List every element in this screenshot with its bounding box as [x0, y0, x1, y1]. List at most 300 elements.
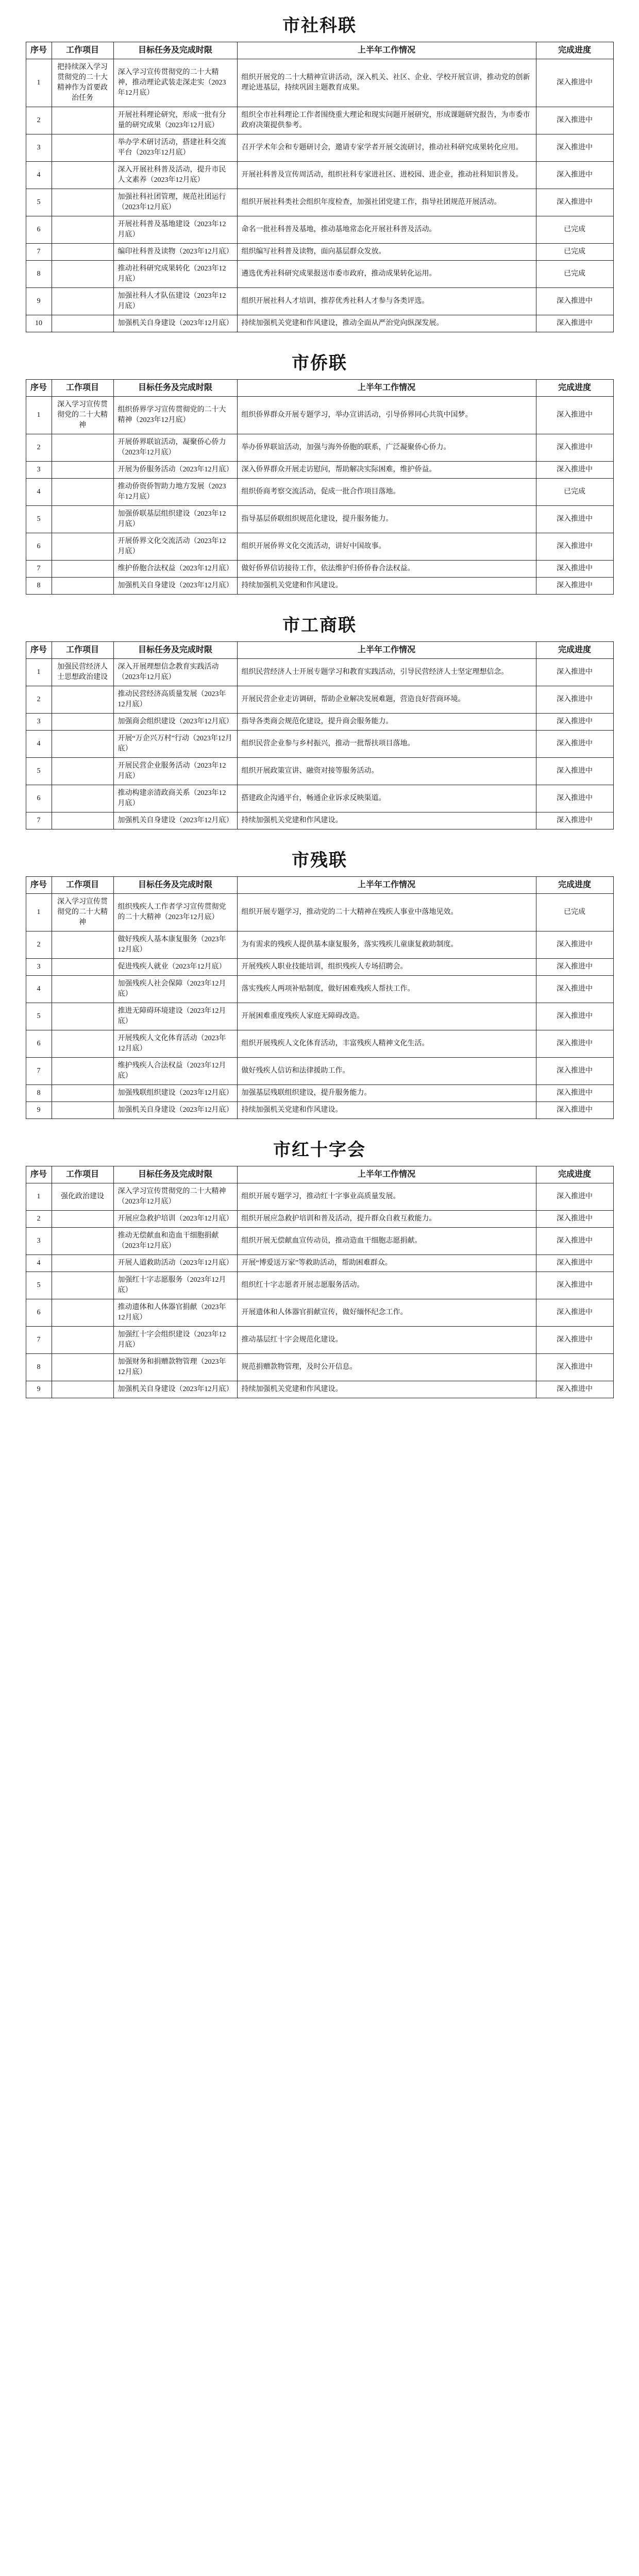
row-work: 开展困难重度残疾人家庭无障碍改造。 — [237, 1003, 536, 1030]
header-index: 序号 — [26, 380, 52, 397]
table-row — [26, 244, 613, 261]
table-row — [26, 1102, 613, 1119]
row-progress: 深入推进中 — [536, 931, 613, 959]
row-index: 4 — [26, 479, 52, 506]
header-progress: 完成进度 — [536, 642, 613, 659]
work-table — [26, 42, 614, 332]
section-4 — [0, 1128, 639, 1398]
row-project — [52, 931, 113, 959]
row-goal: 加强财务和捐赠款物管理（2023年12月底） — [113, 1354, 237, 1381]
table-row — [26, 479, 613, 506]
row-work: 做好侨界信访接待工作，依法维护归侨侨眷合法权益。 — [237, 561, 536, 578]
row-goal: 加强侨联基层组织建设（2023年12月底） — [113, 506, 237, 533]
row-project — [52, 578, 113, 595]
row-index: 5 — [26, 1272, 52, 1299]
header-goal: 目标任务及完成时限 — [113, 380, 237, 397]
row-index: 8 — [26, 261, 52, 288]
row-work: 组织开展残疾人文化体育活动，丰富残疾人精神文化生活。 — [237, 1030, 536, 1058]
row-project: 强化政治建设 — [52, 1183, 113, 1211]
section-3 — [0, 839, 639, 1119]
row-index: 7 — [26, 244, 52, 261]
row-progress: 深入推进中 — [536, 107, 613, 134]
row-progress: 深入推进中 — [536, 434, 613, 462]
row-index: 4 — [26, 1255, 52, 1272]
row-index: 10 — [26, 315, 52, 332]
row-index: 5 — [26, 189, 52, 216]
row-goal: 加强社科社团管理，规范社团运行（2023年12月底） — [113, 189, 237, 216]
row-project — [52, 714, 113, 731]
row-project — [52, 533, 113, 561]
row-goal: 开展侨界联谊活动，凝聚侨心侨力（2023年12月底） — [113, 434, 237, 462]
row-progress: 深入推进中 — [536, 758, 613, 785]
row-project — [52, 1381, 113, 1398]
table-header-row — [26, 42, 613, 59]
row-work: 组织编写社科普及读物，面向基层群众发放。 — [237, 244, 536, 261]
row-progress: 深入推进中 — [536, 1299, 613, 1327]
row-index: 7 — [26, 1327, 52, 1354]
row-progress: 深入推进中 — [536, 578, 613, 595]
row-goal: 加强机关自身建设（2023年12月底） — [113, 812, 237, 829]
row-index: 3 — [26, 134, 52, 162]
row-project: 深入学习宣传贯彻党的二十大精神 — [52, 397, 113, 434]
row-work: 组织开展政策宣讲、融资对接等服务活动。 — [237, 758, 536, 785]
row-work: 做好残疾人信访和法律援助工作。 — [237, 1058, 536, 1085]
row-project — [52, 561, 113, 578]
header-work: 上半年工作情况 — [237, 42, 536, 59]
table-row — [26, 533, 613, 561]
header-project: 工作项目 — [52, 42, 113, 59]
row-work: 组织开展党的二十大精神宣讲活动，深入机关、社区、企业、学校开展宣讲，推动党的创新理论进基层，持续巩固主题教育成果。 — [237, 59, 536, 107]
row-goal: 开展为侨服务活动（2023年12月底） — [113, 462, 237, 479]
header-work: 上半年工作情况 — [237, 642, 536, 659]
table-row — [26, 686, 613, 714]
row-work: 落实残疾人两项补贴制度，做好困难残疾人帮扶工作。 — [237, 976, 536, 1003]
row-index: 1 — [26, 397, 52, 434]
row-goal: 加强红十字会组织建设（2023年12月底） — [113, 1327, 237, 1354]
row-project: 把持续深入学习贯彻党的二十大精神作为首要政治任务 — [52, 59, 113, 107]
row-goal: 开展民营企业服务活动（2023年12月底） — [113, 758, 237, 785]
row-index: 4 — [26, 731, 52, 758]
row-progress: 已完成 — [536, 894, 613, 931]
table-row — [26, 731, 613, 758]
row-progress: 深入推进中 — [536, 1003, 613, 1030]
row-progress: 深入推进中 — [536, 731, 613, 758]
work-table — [26, 1166, 614, 1398]
header-project: 工作项目 — [52, 642, 113, 659]
row-project — [52, 288, 113, 315]
table-row — [26, 931, 613, 959]
row-project — [52, 1299, 113, 1327]
table-row — [26, 162, 613, 189]
table-row — [26, 1183, 613, 1211]
row-work: 召开学术年会和专题研讨会，邀请专家学者开展交流研讨，推动社科研究成果转化应用。 — [237, 134, 536, 162]
row-work: 开展“博爱送万家”等救助活动，帮助困难群众。 — [237, 1255, 536, 1272]
row-progress: 深入推进中 — [536, 812, 613, 829]
row-progress: 深入推进中 — [536, 1228, 613, 1255]
header-index: 序号 — [26, 642, 52, 659]
table-header-row — [26, 1166, 613, 1183]
table-row — [26, 397, 613, 434]
table-header-row — [26, 380, 613, 397]
row-goal: 加强机关自身建设（2023年12月底） — [113, 578, 237, 595]
row-project — [52, 1255, 113, 1272]
row-work: 举办侨界联谊活动，加强与海外侨胞的联系，广泛凝聚侨心侨力。 — [237, 434, 536, 462]
row-progress: 深入推进中 — [536, 134, 613, 162]
table-row — [26, 959, 613, 976]
row-goal: 推动遗体和人体器官捐献（2023年12月底） — [113, 1299, 237, 1327]
header-goal: 目标任务及完成时限 — [113, 1166, 237, 1183]
section-title: 市红十字会 — [273, 1140, 366, 1160]
row-project — [52, 162, 113, 189]
table-row — [26, 1272, 613, 1299]
row-project — [52, 107, 113, 134]
row-work: 持续加强机关党建和作风建设。 — [237, 1381, 536, 1398]
table-header-row — [26, 642, 613, 659]
row-index: 9 — [26, 1102, 52, 1119]
row-project — [52, 244, 113, 261]
work-table — [26, 876, 614, 1119]
row-progress: 深入推进中 — [536, 59, 613, 107]
row-work: 开展民营企业走访调研，帮助企业解决发展难题，营造良好营商环境。 — [237, 686, 536, 714]
row-progress: 深入推进中 — [536, 561, 613, 578]
row-goal: 推动构建亲清政商关系（2023年12月底） — [113, 785, 237, 812]
table-row — [26, 288, 613, 315]
row-goal: 推动侨资侨智助力地方发展（2023年12月底） — [113, 479, 237, 506]
row-progress: 深入推进中 — [536, 397, 613, 434]
table-row — [26, 1085, 613, 1102]
header-progress: 完成进度 — [536, 877, 613, 894]
table-row — [26, 1327, 613, 1354]
row-index: 6 — [26, 785, 52, 812]
row-project: 加强民营经济人士思想政治建设 — [52, 659, 113, 686]
table-row — [26, 462, 613, 479]
row-goal: 做好残疾人基本康复服务（2023年12月底） — [113, 931, 237, 959]
row-work: 组织开展专题学习，推动红十字事业高质量发展。 — [237, 1183, 536, 1211]
table-row — [26, 1255, 613, 1272]
row-project: 深入学习宣传贯彻党的二十大精神 — [52, 894, 113, 931]
row-project — [52, 1003, 113, 1030]
table-row — [26, 134, 613, 162]
row-project — [52, 315, 113, 332]
row-progress: 深入推进中 — [536, 162, 613, 189]
row-progress: 已完成 — [536, 261, 613, 288]
row-index: 7 — [26, 1058, 52, 1085]
row-goal: 推进无障碍环境建设（2023年12月底） — [113, 1003, 237, 1030]
row-goal: 加强社科人才队伍建设（2023年12月底） — [113, 288, 237, 315]
row-progress: 深入推进中 — [536, 959, 613, 976]
header-index: 序号 — [26, 877, 52, 894]
row-project — [52, 1354, 113, 1381]
row-progress: 深入推进中 — [536, 288, 613, 315]
row-goal: 推动社科研究成果转化（2023年12月底） — [113, 261, 237, 288]
row-work: 深入侨界群众开展走访慰问，帮助解决实际困难，维护侨益。 — [237, 462, 536, 479]
section-2 — [0, 604, 639, 829]
row-progress: 深入推进中 — [536, 686, 613, 714]
row-project — [52, 959, 113, 976]
row-goal: 促进残疾人就业（2023年12月底） — [113, 959, 237, 976]
row-work: 命名一批社科普及基地，推动基地常态化开展社科普及活动。 — [237, 216, 536, 244]
row-progress: 深入推进中 — [536, 714, 613, 731]
row-goal: 推动民营经济高质量发展（2023年12月底） — [113, 686, 237, 714]
row-goal: 加强残联组织建设（2023年12月底） — [113, 1085, 237, 1102]
row-goal: 开展人道救助活动（2023年12月底） — [113, 1255, 237, 1272]
table-row — [26, 1058, 613, 1085]
row-work: 指导基层侨联组织规范化建设，提升服务能力。 — [237, 506, 536, 533]
section-title: 市社科联 — [282, 16, 357, 36]
row-progress: 深入推进中 — [536, 1255, 613, 1272]
row-goal: 开展社科理论研究，形成一批有分量的研究成果（2023年12月底） — [113, 107, 237, 134]
row-project — [52, 976, 113, 1003]
row-work: 组织开展社科类社会组织年度检查，加强社团党建工作，指导社团规范开展活动。 — [237, 189, 536, 216]
table-row — [26, 659, 613, 686]
header-progress: 完成进度 — [536, 1166, 613, 1183]
row-project — [52, 462, 113, 479]
row-index: 2 — [26, 686, 52, 714]
row-work: 组织开展侨界文化交流活动，讲好中国故事。 — [237, 533, 536, 561]
row-project — [52, 134, 113, 162]
row-goal: 推动无偿献血和造血干细胞捐献（2023年12月底） — [113, 1228, 237, 1255]
row-goal: 开展侨界文化交流活动（2023年12月底） — [113, 533, 237, 561]
row-work: 指导各类商会规范化建设，提升商会服务能力。 — [237, 714, 536, 731]
table-row — [26, 1030, 613, 1058]
row-project — [52, 1327, 113, 1354]
table-row — [26, 59, 613, 107]
header-progress: 完成进度 — [536, 380, 613, 397]
row-progress: 深入推进中 — [536, 1327, 613, 1354]
row-index: 1 — [26, 659, 52, 686]
row-project — [52, 1228, 113, 1255]
row-project — [52, 1085, 113, 1102]
row-index: 3 — [26, 714, 52, 731]
row-index: 9 — [26, 1381, 52, 1398]
row-progress: 深入推进中 — [536, 659, 613, 686]
header-index: 序号 — [26, 1166, 52, 1183]
row-index: 4 — [26, 976, 52, 1003]
row-goal: 加强机关自身建设（2023年12月底） — [113, 315, 237, 332]
header-goal: 目标任务及完成时限 — [113, 877, 237, 894]
work-table — [26, 379, 614, 595]
row-progress: 深入推进中 — [536, 1272, 613, 1299]
row-progress: 深入推进中 — [536, 462, 613, 479]
row-work: 持续加强机关党建和作风建设，推动全面从严治党向纵深发展。 — [237, 315, 536, 332]
table-row — [26, 894, 613, 931]
row-index: 5 — [26, 506, 52, 533]
row-work: 组织开展应急救护培训和普及活动，提升群众自救互救能力。 — [237, 1211, 536, 1228]
row-index: 5 — [26, 758, 52, 785]
table-row — [26, 785, 613, 812]
table-row — [26, 107, 613, 134]
row-goal: 组织残疾人工作者学习宣传贯彻党的二十大精神（2023年12月底） — [113, 894, 237, 931]
row-goal: 加强残疾人社会保障（2023年12月底） — [113, 976, 237, 1003]
row-goal: 深入开展社科普及活动，提升市民人文素养（2023年12月底） — [113, 162, 237, 189]
row-progress: 深入推进中 — [536, 1183, 613, 1211]
row-work: 开展社科普及宣传周活动，组织社科专家进社区、进校园、进企业，推动社科知识普及。 — [237, 162, 536, 189]
row-index: 3 — [26, 1228, 52, 1255]
row-project — [52, 1058, 113, 1085]
row-progress: 已完成 — [536, 216, 613, 244]
row-project — [52, 1211, 113, 1228]
row-project — [52, 434, 113, 462]
row-work: 组织民营企业参与乡村振兴，推动一批帮扶项目落地。 — [237, 731, 536, 758]
row-project — [52, 216, 113, 244]
header-project: 工作项目 — [52, 380, 113, 397]
row-goal: 深入学习宣传贯彻党的二十大精神（2023年12月底） — [113, 1183, 237, 1211]
header-index: 序号 — [26, 42, 52, 59]
row-progress: 深入推进中 — [536, 976, 613, 1003]
row-progress: 深入推进中 — [536, 785, 613, 812]
row-goal: 开展应急救护培训（2023年12月底） — [113, 1211, 237, 1228]
row-work: 组织侨界群众开展专题学习，举办宣讲活动，引导侨界同心共筑中国梦。 — [237, 397, 536, 434]
row-work: 组织开展社科人才培训，推荐优秀社科人才参与各类评选。 — [237, 288, 536, 315]
row-index: 4 — [26, 162, 52, 189]
table-row — [26, 812, 613, 829]
section-title: 市侨联 — [292, 353, 347, 373]
table-row — [26, 261, 613, 288]
row-progress: 深入推进中 — [536, 1030, 613, 1058]
table-row — [26, 1228, 613, 1255]
row-work: 组织全市社科理论工作者围绕重大理论和现实问题开展研究，形成课题研究报告，为市委市政府决策提供参考。 — [237, 107, 536, 134]
row-index: 8 — [26, 578, 52, 595]
row-project — [52, 812, 113, 829]
table-row — [26, 1381, 613, 1398]
row-work: 持续加强机关党建和作风建设。 — [237, 578, 536, 595]
header-project: 工作项目 — [52, 877, 113, 894]
table-row — [26, 506, 613, 533]
row-work: 推动基层红十字会规范化建设。 — [237, 1327, 536, 1354]
row-progress: 深入推进中 — [536, 1211, 613, 1228]
table-row — [26, 561, 613, 578]
row-progress: 深入推进中 — [536, 1102, 613, 1119]
header-work: 上半年工作情况 — [237, 1166, 536, 1183]
row-progress: 深入推进中 — [536, 533, 613, 561]
header-project: 工作项目 — [52, 1166, 113, 1183]
row-index: 2 — [26, 931, 52, 959]
row-goal: 维护残疾人合法权益（2023年12月底） — [113, 1058, 237, 1085]
table-row — [26, 315, 613, 332]
row-project — [52, 261, 113, 288]
row-index: 8 — [26, 1085, 52, 1102]
row-index: 9 — [26, 288, 52, 315]
row-project — [52, 1030, 113, 1058]
row-index: 2 — [26, 107, 52, 134]
row-progress: 深入推进中 — [536, 1058, 613, 1085]
row-progress: 深入推进中 — [536, 1381, 613, 1398]
table-row — [26, 758, 613, 785]
row-index: 1 — [26, 59, 52, 107]
row-work: 组织开展专题学习，推动党的二十大精神在残疾人事业中落地见效。 — [237, 894, 536, 931]
row-work: 持续加强机关党建和作风建设。 — [237, 812, 536, 829]
row-goal: 开展“万企兴万村”行动（2023年12月底） — [113, 731, 237, 758]
row-goal: 维护侨胞合法权益（2023年12月底） — [113, 561, 237, 578]
row-project — [52, 785, 113, 812]
work-table — [26, 641, 614, 829]
row-goal: 开展残疾人文化体育活动（2023年12月底） — [113, 1030, 237, 1058]
row-work: 组织红十字志愿者开展志愿服务活动。 — [237, 1272, 536, 1299]
row-index: 1 — [26, 894, 52, 931]
row-progress: 深入推进中 — [536, 506, 613, 533]
row-progress: 深入推进中 — [536, 1354, 613, 1381]
row-project — [52, 189, 113, 216]
row-work: 搭建政企沟通平台，畅通企业诉求反映渠道。 — [237, 785, 536, 812]
table-row — [26, 976, 613, 1003]
row-work: 组织开展无偿献血宣传动员，推动造血干细胞志愿捐献。 — [237, 1228, 536, 1255]
row-goal: 深入学习宣传贯彻党的二十大精神，推动理论武装走深走实（2023年12月底） — [113, 59, 237, 107]
row-index: 6 — [26, 216, 52, 244]
row-work: 开展遗体和人体器官捐献宣传，做好缅怀纪念工作。 — [237, 1299, 536, 1327]
row-goal: 加强红十字志愿服务（2023年12月底） — [113, 1272, 237, 1299]
table-row — [26, 1299, 613, 1327]
row-index: 3 — [26, 959, 52, 976]
row-work: 加强基层残联组织建设，提升服务能力。 — [237, 1085, 536, 1102]
row-goal: 开展社科普及基地建设（2023年12月底） — [113, 216, 237, 244]
row-project — [52, 1272, 113, 1299]
row-goal: 加强商会组织建设（2023年12月底） — [113, 714, 237, 731]
row-work: 开展残疾人职业技能培训，组织残疾人专场招聘会。 — [237, 959, 536, 976]
table-row — [26, 1354, 613, 1381]
table-row — [26, 189, 613, 216]
row-project — [52, 686, 113, 714]
row-progress: 已完成 — [536, 479, 613, 506]
row-goal: 组织侨界学习宣传贯彻党的二十大精神（2023年12月底） — [113, 397, 237, 434]
row-project — [52, 479, 113, 506]
row-index: 6 — [26, 1299, 52, 1327]
table-header-row — [26, 877, 613, 894]
row-progress: 已完成 — [536, 244, 613, 261]
section-title: 市工商联 — [282, 616, 357, 635]
row-index: 6 — [26, 533, 52, 561]
row-work: 遴选优秀社科研究成果报送市委市政府，推动成果转化运用。 — [237, 261, 536, 288]
row-goal: 深入开展理想信念教育实践活动（2023年12月底） — [113, 659, 237, 686]
row-work: 为有需求的残疾人提供基本康复服务，落实残疾儿童康复救助制度。 — [237, 931, 536, 959]
row-progress: 深入推进中 — [536, 315, 613, 332]
row-index: 5 — [26, 1003, 52, 1030]
row-work: 组织侨商考察交流活动，促成一批合作项目落地。 — [237, 479, 536, 506]
row-progress: 深入推进中 — [536, 1085, 613, 1102]
header-work: 上半年工作情况 — [237, 877, 536, 894]
row-index: 2 — [26, 1211, 52, 1228]
row-index: 7 — [26, 561, 52, 578]
table-row — [26, 714, 613, 731]
row-goal: 加强机关自身建设（2023年12月底） — [113, 1102, 237, 1119]
row-project — [52, 758, 113, 785]
table-row — [26, 1211, 613, 1228]
table-row — [26, 434, 613, 462]
row-project — [52, 731, 113, 758]
row-index: 3 — [26, 462, 52, 479]
row-index: 8 — [26, 1354, 52, 1381]
row-work: 规范捐赠款物管理，及时公开信息。 — [237, 1354, 536, 1381]
row-index: 6 — [26, 1030, 52, 1058]
row-goal: 编印社科普及读物（2023年12月底） — [113, 244, 237, 261]
row-index: 1 — [26, 1183, 52, 1211]
row-project — [52, 1102, 113, 1119]
row-work: 组织民营经济人士开展专题学习和教育实践活动，引导民营经济人士坚定理想信念。 — [237, 659, 536, 686]
row-project — [52, 506, 113, 533]
row-index: 2 — [26, 434, 52, 462]
section-1 — [0, 342, 639, 595]
row-index: 7 — [26, 812, 52, 829]
header-work: 上半年工作情况 — [237, 380, 536, 397]
table-row — [26, 216, 613, 244]
row-goal: 举办学术研讨活动，搭建社科交流平台（2023年12月底） — [113, 134, 237, 162]
header-goal: 目标任务及完成时限 — [113, 642, 237, 659]
section-0 — [0, 4, 639, 332]
row-progress: 深入推进中 — [536, 189, 613, 216]
row-goal: 加强机关自身建设（2023年12月底） — [113, 1381, 237, 1398]
header-progress: 完成进度 — [536, 42, 613, 59]
section-title: 市残联 — [292, 851, 347, 870]
table-row — [26, 578, 613, 595]
